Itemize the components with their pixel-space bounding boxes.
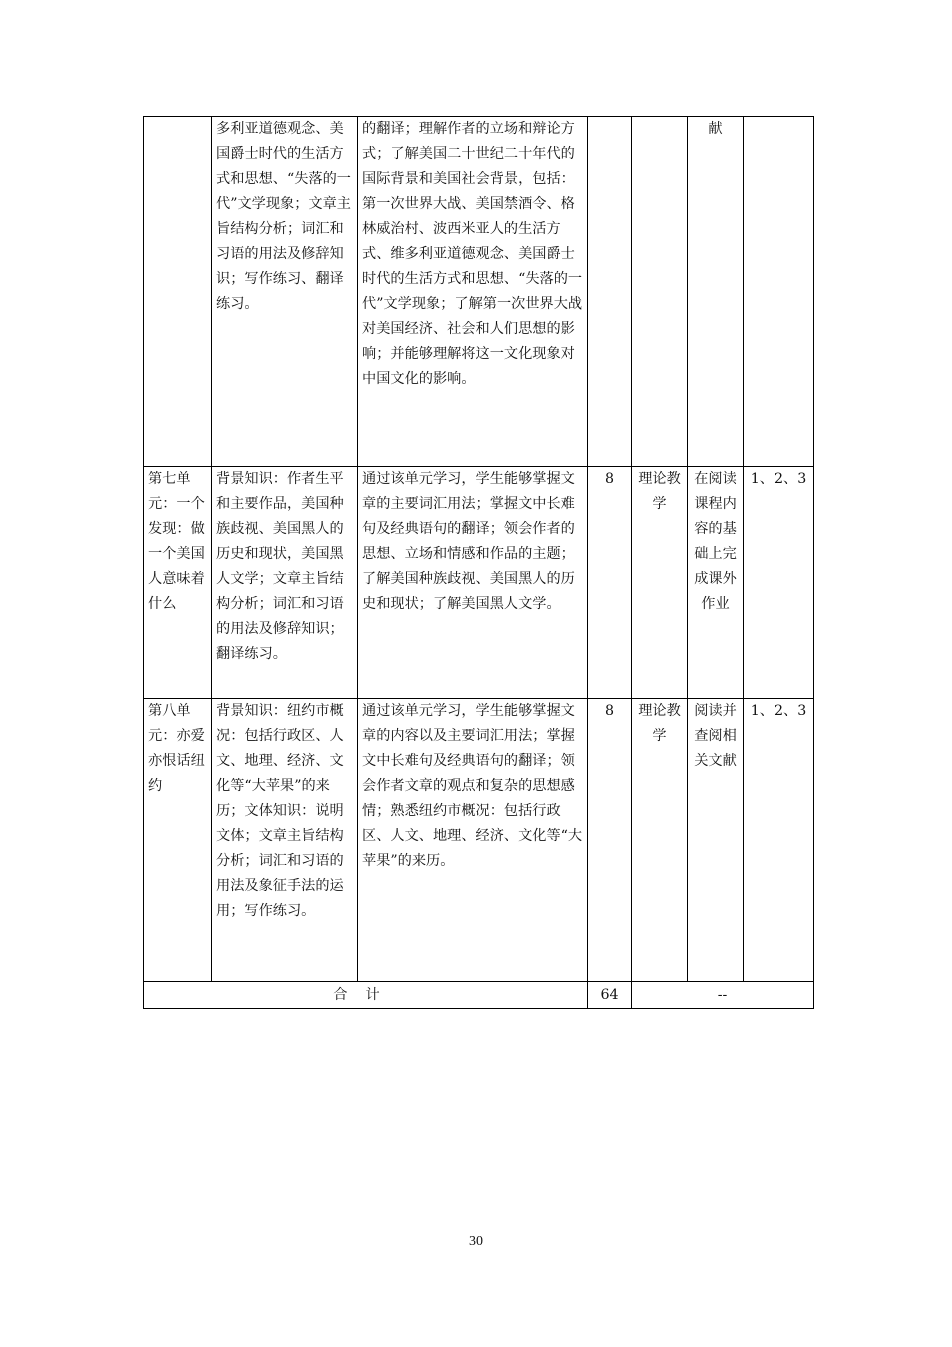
homework-cell: 在阅读课程内容的基础上完成课外作业 — [688, 467, 744, 699]
hours-cell — [588, 117, 632, 467]
goals-cell: 的翻译；理解作者的立场和辩论方式；了解美国二十世纪二十年代的国际背景和美国社会背景，包括：第一次世界大战、美国禁酒令、格林威治村、波西米亚人的生活方式、维多利亚道德观念、美国爵士时代的生活方式和思想、“失落的一代”文学现象；了解第一次世界大战对美国经济、社会和人们思想的影响；并能够理解将这一文化现象对中国文化的影响。 — [358, 117, 588, 467]
table-row — [144, 117, 814, 467]
homework-cell: 阅读并查阅相关文献 — [688, 699, 744, 982]
course-schedule-table — [143, 116, 814, 1009]
method-cell — [632, 117, 688, 467]
goals-cell: 通过该单元学习，学生能够掌握文章的主要词汇用法；掌握文中长难句及经典语句的翻译；领会作者的思想、立场和情感和作品的主题；了解美国种族歧视、美国黑人的历史和现状；了解美国黑人文学。 — [358, 467, 588, 699]
total-hours: 64 — [588, 982, 632, 1009]
method-cell: 理论教学 — [632, 699, 688, 982]
unit-cell: 第八单元：亦爱亦恨话纽约 — [144, 699, 212, 982]
goals-cell: 通过该单元学习，学生能够掌握文章的内容以及主要词汇用法；掌握文中长难句及经典语句的翻译；领会作者文章的观点和复杂的思想感情；熟悉纽约市概况：包括行政区、人文、地理、经济、文化等“大苹果”的来历。 — [358, 699, 588, 982]
homework-cell: 献 — [688, 117, 744, 467]
content-cell: 背景知识：纽约市概况：包括行政区、人文、地理、经济、文化等“大苹果”的来历；文体知识：说明文体；文章主旨结构分析；词汇和习语的用法及象征手法的运用；写作练习。 — [212, 699, 358, 982]
hours-cell: 8 — [588, 467, 632, 699]
objectives-cell — [744, 117, 814, 467]
page-number: 30 — [469, 1234, 483, 1249]
total-rest: -- — [632, 982, 814, 1009]
content-cell: 背景知识：作者生平和主要作品，美国种族歧视、美国黑人的历史和现状，美国黑人文学；文章主旨结构分析；词汇和习语的用法及修辞知识；翻译练习。 — [212, 467, 358, 699]
method-cell: 理论教学 — [632, 467, 688, 699]
hours-cell: 8 — [588, 699, 632, 982]
unit-cell — [144, 117, 212, 467]
objectives-cell: 1、2、3 — [744, 699, 814, 982]
table-row — [144, 467, 814, 699]
content-cell: 多利亚道德观念、美国爵士时代的生活方式和思想、“失落的一代”文学现象；文章主旨结构分析；词汇和习语的用法及修辞知识；写作练习、翻译练习。 — [212, 117, 358, 467]
total-label: 合计 — [144, 982, 588, 1009]
objectives-cell: 1、2、3 — [744, 467, 814, 699]
table-row — [144, 699, 814, 982]
unit-cell: 第七单元：一个发现：做一个美国人意味着什么 — [144, 467, 212, 699]
total-row — [144, 982, 814, 1009]
